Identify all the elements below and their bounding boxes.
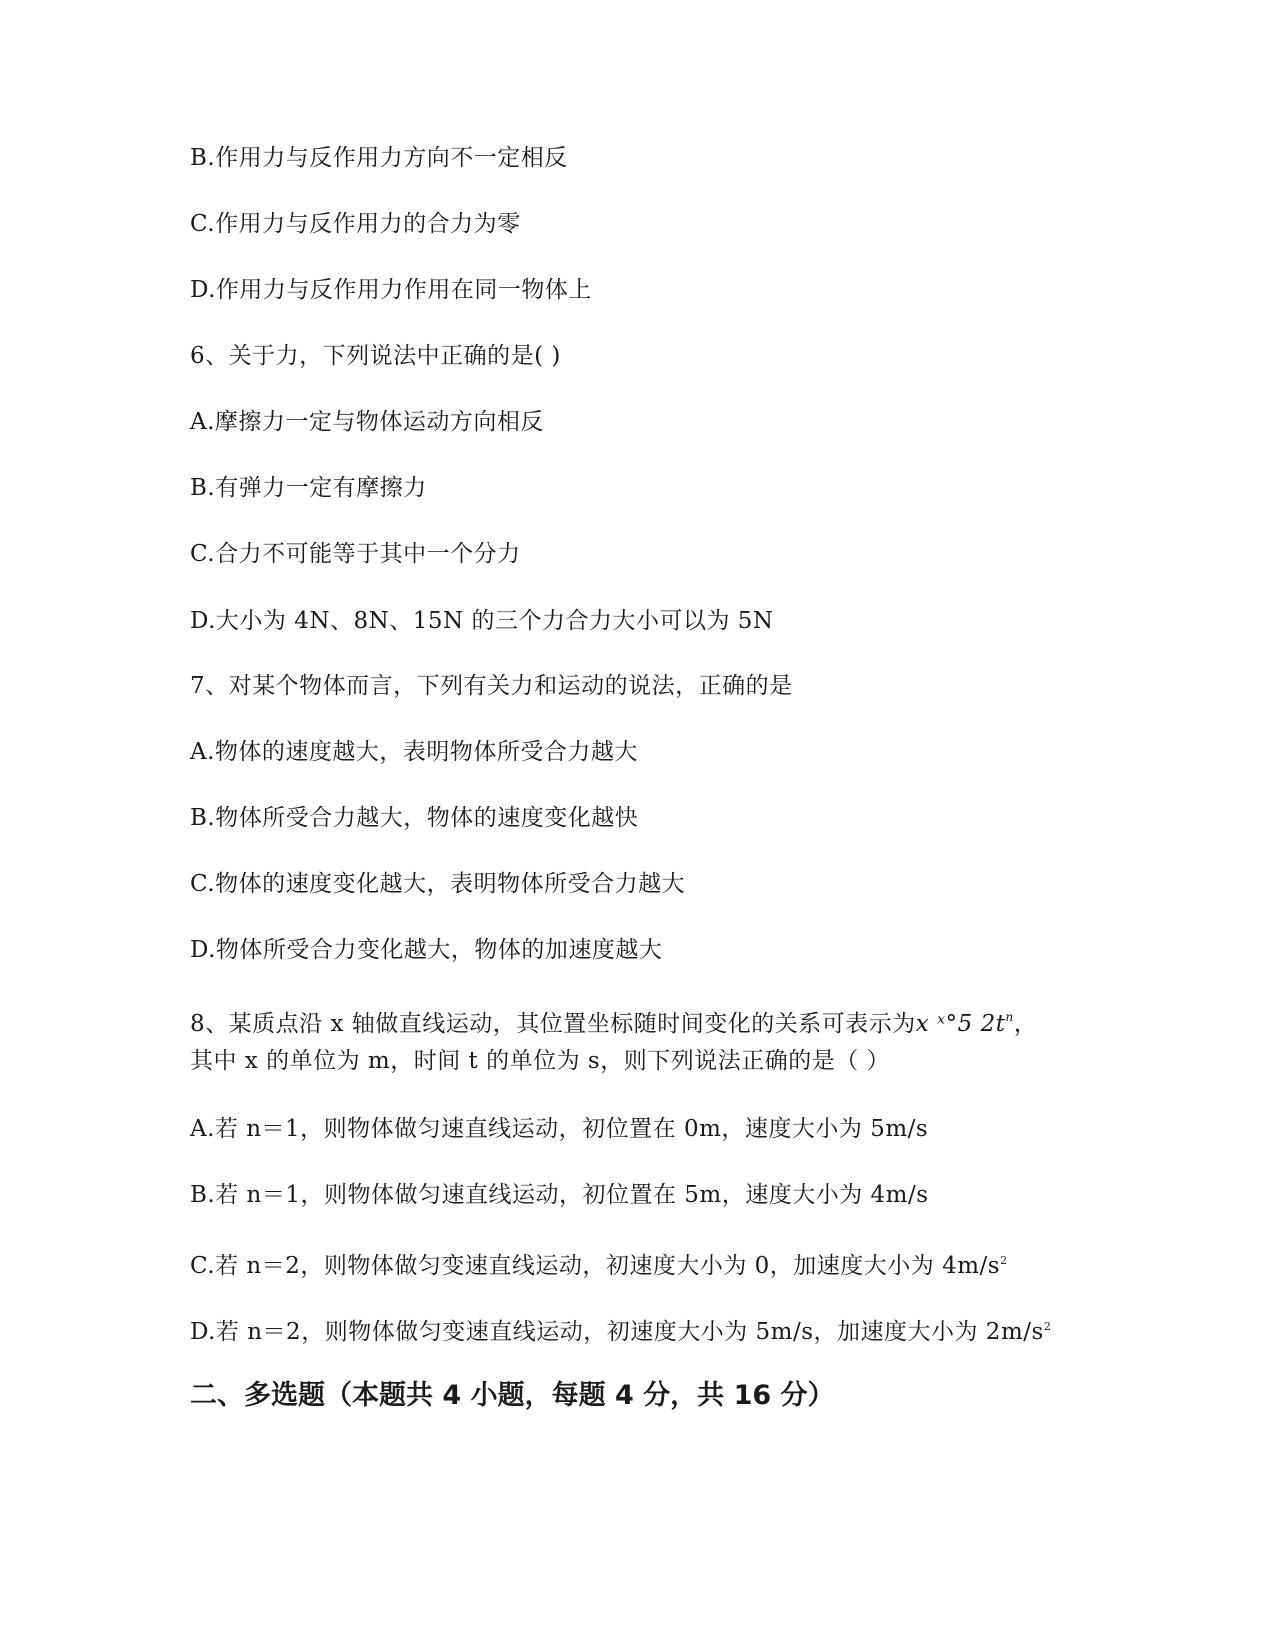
q7-option-d: D.物体所受合力变化越大，物体的加速度越大	[190, 937, 663, 963]
q5-option-d: D.作用力与反作用力作用在同一物体上	[190, 277, 592, 303]
q6-option-b: B.有弹力一定有摩擦力	[190, 475, 427, 501]
q8-option-c-text: C.若 n＝2，则物体做匀变速直线运动，初速度大小为 0，加速度大小为 4m/s	[190, 1253, 1001, 1279]
q8-option-c	[190, 1246, 1008, 1281]
q6-option-d: D.大小为 4N、8N、15N 的三个力合力大小可以为 5N	[190, 608, 774, 634]
q5-option-b: B.作用力与反作用力方向不一定相反	[190, 145, 568, 171]
q8-stem-line2: 其中 x 的单位为 m，时间 t 的单位为 s，则下列说法正确的是（ ）	[190, 1048, 891, 1074]
q8-option-b: B.若 n＝1，则物体做匀速直线运动，初位置在 5m，速度大小为 4m/s	[190, 1182, 929, 1208]
q8-stem-line1	[190, 1002, 1037, 1039]
q8-option-d-sup: 2	[1043, 1320, 1052, 1333]
q6-option-c: C.合力不可能等于其中一个分力	[190, 541, 521, 567]
q6-stem: 6、关于力，下列说法中正确的是( )	[190, 343, 561, 369]
q8-stem-text: 8、某质点沿 x 轴做直线运动，其位置坐标随时间变化的关系可表示为	[190, 1011, 916, 1037]
q6-option-a: A.摩擦力一定与物体运动方向相反	[190, 409, 544, 435]
q7-option-c: C.物体的速度变化越大，表明物体所受合力越大	[190, 871, 686, 897]
q8-equation-exponent: n	[1005, 1010, 1014, 1024]
q8-option-d	[190, 1312, 1051, 1347]
q7-option-a: A.物体的速度越大，表明物体所受合力越大	[190, 739, 638, 765]
q5-option-c: C.作用力与反作用力的合力为零	[190, 211, 521, 237]
q8-equation-body: x ˣ°5 2t	[915, 1011, 1006, 1037]
q7-stem: 7、对某个物体而言，下列有关力和运动的说法，正确的是	[190, 673, 793, 699]
q8-option-d-text: D.若 n＝2，则物体做匀变速直线运动，初速度大小为 5m/s，加速度大小为 2m/s	[190, 1319, 1044, 1345]
q8-option-c-sup: 2	[1000, 1254, 1008, 1267]
q8-stem-end: ，	[1013, 1011, 1038, 1037]
q7-option-b: B.物体所受合力越大，物体的速度变化越快	[190, 805, 639, 831]
q8-option-a: A.若 n＝1，则物体做匀速直线运动，初位置在 0m，速度大小为 5m/s	[190, 1116, 929, 1142]
q8-equation	[916, 1011, 1014, 1037]
section-2-heading: 二、多选题（本题共 4 小题，每题 4 分，共 16 分）	[190, 1380, 835, 1411]
